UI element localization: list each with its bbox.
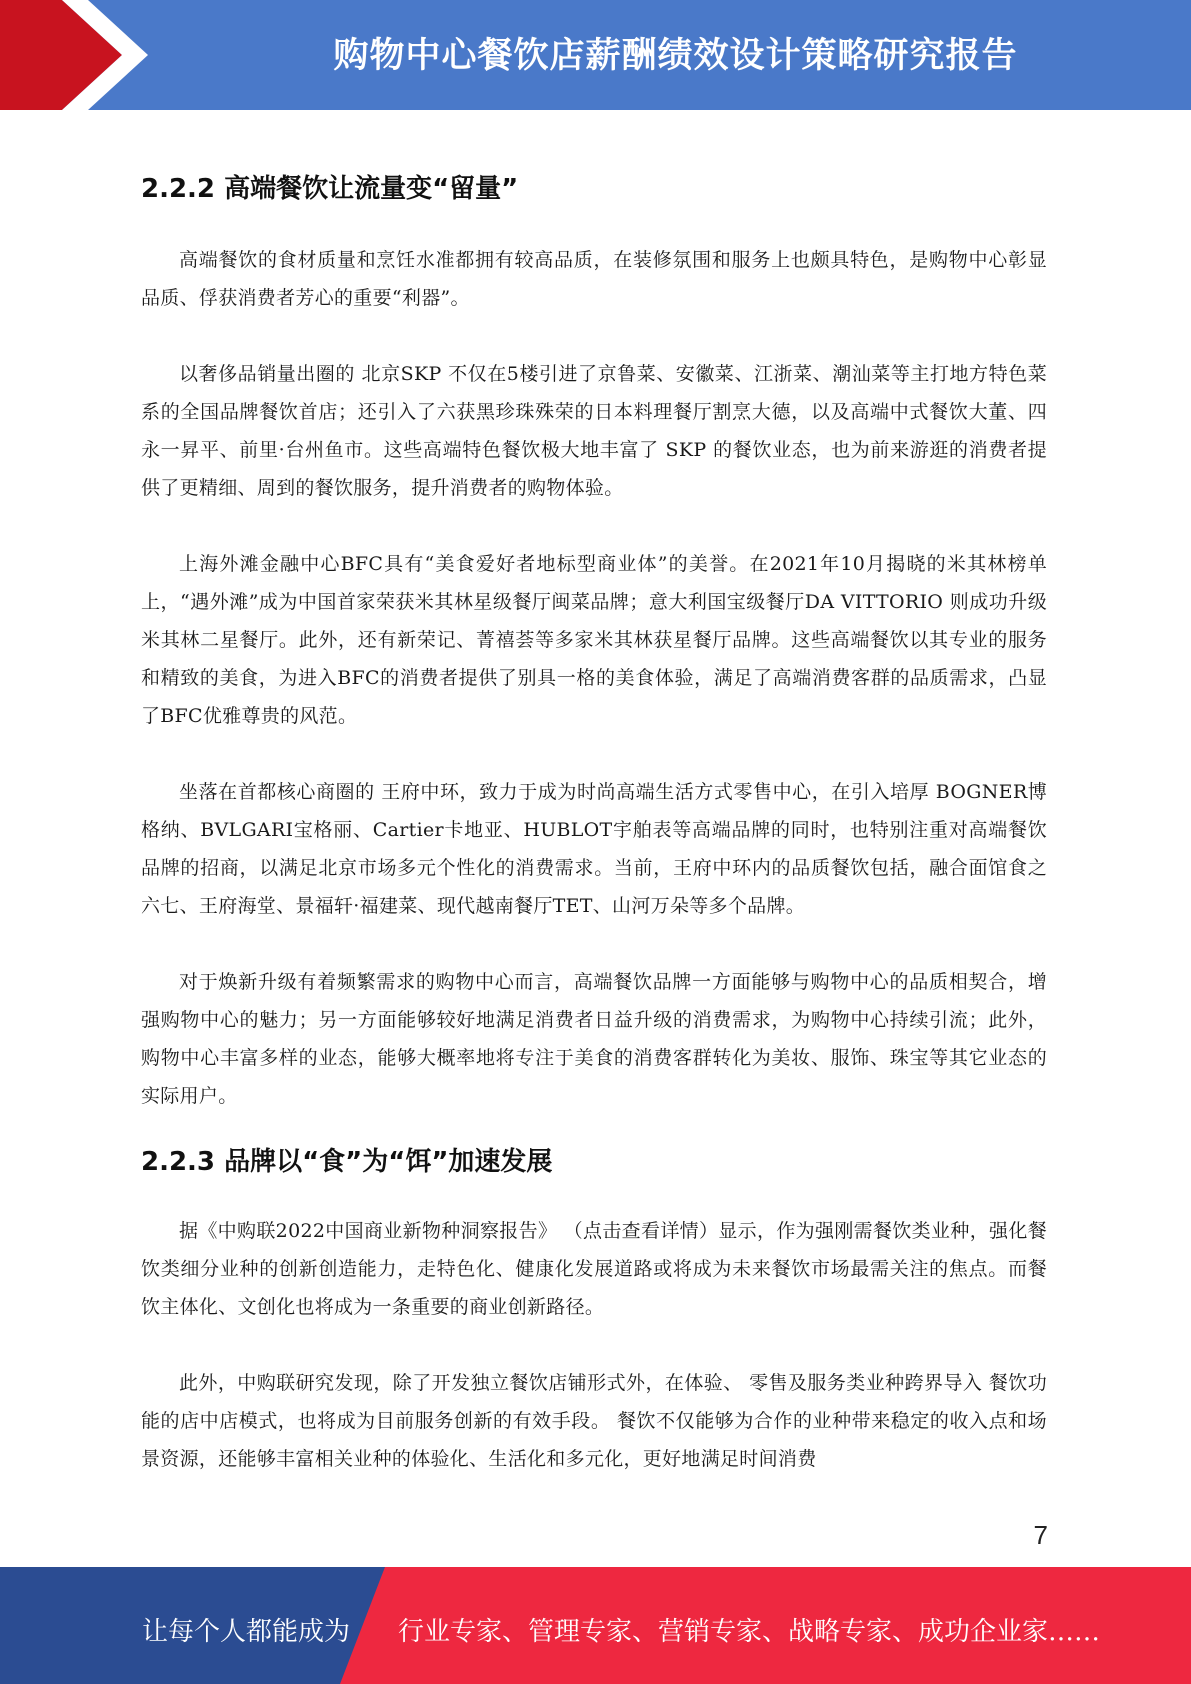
header-arrow-decoration xyxy=(0,0,160,110)
page-number: 7 xyxy=(1033,1520,1048,1550)
section-heading-2-2-3: 2.2.3 品牌以“食”为“饵”加速发展 xyxy=(141,1147,553,1177)
paragraph: 以奢侈品销量出圈的 北京SKP 不仅在5楼引进了京鲁菜、安徽菜、江浙菜、潮汕菜等主打地方特色菜系的全国品牌餐饮首店；还引入了六获黑珍珠殊荣的日本料理餐厅割烹大德，以及高端中式餐饮大董、四永一昇平、前里·台州鱼市。这些高端特色餐饮极大地丰富了 SKP 的餐饮业态，也为前来游逛的消费者提供了更精细、周到的餐饮服务，提升消费者的购物体验。 xyxy=(141,363,1047,499)
footer-slogan-right: 行业专家、管理专家、营销专家、战略专家、成功企业家…… xyxy=(398,1617,1101,1647)
paragraph: 坐落在首都核心商圈的 王府中环，致力于成为时尚高端生活方式零售中心，在引入培厚 BOGNER博格纳、BVLGARI宝格丽、Cartier卡地亚、HUBLOT宇舶表等高端品牌的同时，也特别注重对高端餐饮品牌的招商，以满足北京市场多元个性化的消费需求。当前，王府中环内的品质餐饮包括，融合面馆食之六七、王府海堂、景福轩·福建菜、现代越南餐厅TET、山河万朵等多个品牌。 xyxy=(141,781,1047,917)
paragraph: 据《中购联2022中国商业新物种洞察报告》 （点击查看详情）显示，作为强刚需餐饮类业种，强化餐饮类细分业种的创新创造能力，走特色化、健康化发展道路或将成为未来餐饮市场最需关注的焦点。而餐饮主体化、文创化也将成为一条重要的商业创新路径。 xyxy=(141,1220,1047,1318)
page-footer xyxy=(0,1567,1191,1684)
paragraph: 上海外滩金融中心BFC具有“美食爱好者地标型商业体”的美誉。在2021年10月揭晓的米其林榜单上，“遇外滩”成为中国首家荣获米其林星级餐厅闽菜品牌；意大利国宝级餐厅DA VITTORIO 则成功升级米其林二星餐厅。此外，还有新荣记、菁禧荟等多家米其林获星餐厅品牌。这些高端餐饮以其专业的服务和精致的美食，为进入BFC的消费者提供了别具一格的美食体验，满足了高端消费客群的品质需求，凸显了BFC优雅尊贵的风范。 xyxy=(141,553,1047,727)
section-heading-2-2-2: 2.2.2 高端餐饮让流量变“留量” xyxy=(141,174,519,204)
paragraph: 此外，中购联研究发现，除了开发独立餐饮店铺形式外，在体验、 零售及服务类业种跨界导入 餐饮功能的店中店模式，也将成为目前服务创新的有效手段。 餐饮不仅能够为合作的业种带来稳定的收入点和场景资源，还能够丰富相关业种的体验化、生活化和多元化，更好地满足时间消费 xyxy=(141,1372,1047,1470)
page-header xyxy=(0,0,1191,110)
paragraph: 对于焕新升级有着频繁需求的购物中心而言，高端餐饮品牌一方面能够与购物中心的品质相契合，增强购物中心的魅力；另一方面能够较好地满足消费者日益升级的消费需求，为购物中心持续引流；此外，购物中心丰富多样的业态，能够大概率地将专注于美食的消费客群转化为美妆、服饰、珠宝等其它业态的实际用户。 xyxy=(141,971,1047,1107)
footer-slogan-left: 让每个人都能成为 xyxy=(142,1617,351,1647)
paragraph: 高端餐饮的食材质量和烹饪水准都拥有较高品质，在装修氛围和服务上也颇具特色，是购物中心彰显品质、俘获消费者芳心的重要“利器”。 xyxy=(141,249,1047,309)
main-content xyxy=(141,168,1047,1478)
report-title: 购物中心餐饮店薪酬绩效设计策略研究报告 xyxy=(333,36,1018,76)
